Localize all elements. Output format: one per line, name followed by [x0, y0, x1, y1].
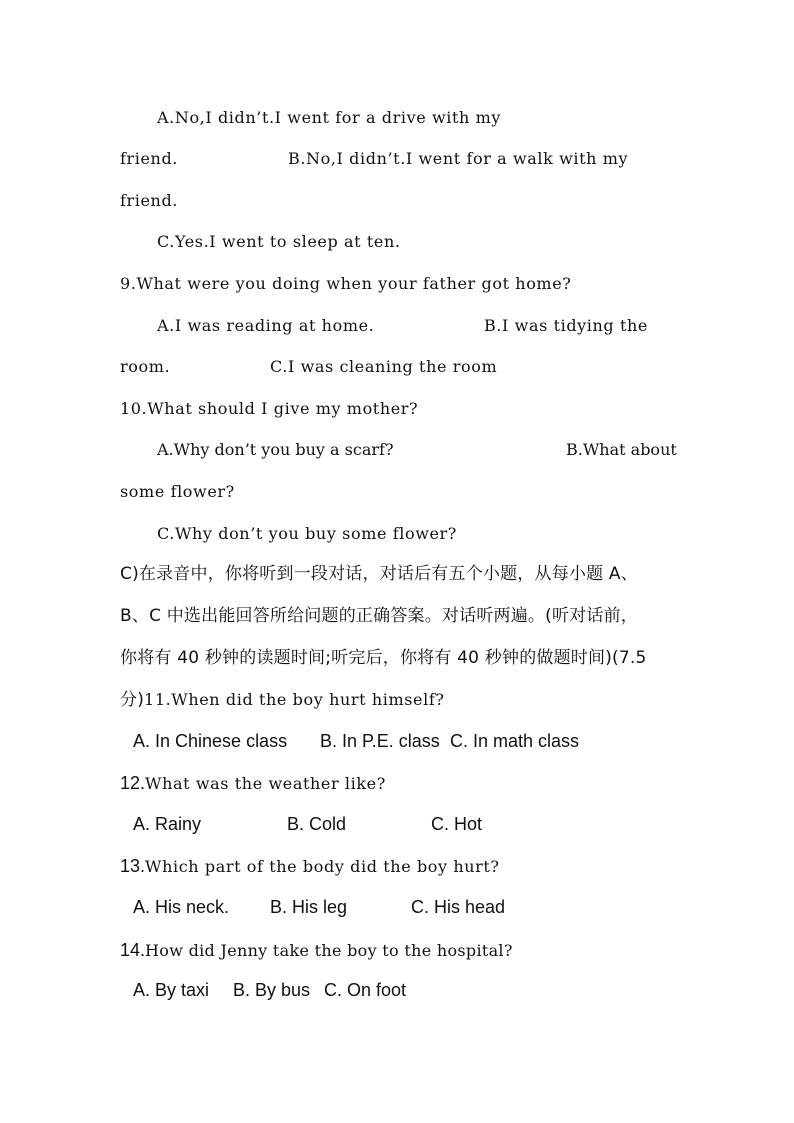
- q12-number: 12.: [120, 773, 146, 793]
- q13-number: 13.: [120, 856, 146, 876]
- section-c-instruction-line4: [120, 690, 445, 710]
- q10-option-b-line1: B.What about: [566, 440, 677, 459]
- q14-option-a: A. By taxi: [133, 980, 210, 1000]
- section-c-points: 分): [120, 690, 145, 710]
- q10-question: 10.What should I give my mother?: [120, 399, 419, 418]
- q8-option-b-line1: B.No,I didn’t.I went for a walk with my: [288, 149, 629, 168]
- q9-option-a: A.I was reading at home.: [157, 316, 375, 335]
- q10-option-a: A.Why don’t you buy a scarf?: [157, 440, 394, 459]
- q12-option-a: A. Rainy: [133, 814, 202, 834]
- section-c-instruction-line3: 你将有 40 秒钟的读题时间;听完后，你将有 40 秒钟的做题时间)(7.5: [120, 648, 647, 668]
- q10-option-b-line2: some flower?: [120, 482, 235, 501]
- q14-number: 14.: [120, 940, 146, 960]
- q9-option-b-line2: room.: [120, 357, 171, 376]
- section-c-instruction-line2: B、C 中选出能回答所给问题的正确答案。对话听两遍。(听对话前，: [120, 606, 638, 626]
- q12-option-c: C. Hot: [431, 814, 483, 834]
- q11-option-c: C. In math class: [450, 731, 580, 751]
- q14-question-line: [120, 940, 513, 961]
- q9-question: 9.What were you doing when your father got home?: [120, 274, 572, 293]
- q13-question: Which part of the body did the boy hurt?: [145, 857, 500, 876]
- q13-option-b: B. His leg: [270, 897, 348, 917]
- q10-option-c: C.Why don’t you buy some flower?: [157, 524, 457, 543]
- q9-option-c: C.I was cleaning the room: [270, 357, 498, 376]
- section-c-instruction-line1: C)在录音中，你将听到一段对话，对话后有五个小题，从每小题 A、: [120, 564, 638, 584]
- q14-option-c: C. On foot: [324, 980, 407, 1000]
- q13-option-c: C. His head: [411, 897, 506, 917]
- q8-option-a-line2: friend.: [120, 149, 178, 168]
- q8-option-c: C.Yes.I went to sleep at ten.: [157, 232, 401, 251]
- q11-option-a: A. In Chinese class: [133, 731, 288, 751]
- q8-option-b-line2: friend.: [120, 191, 178, 210]
- q13-option-a: A. His neck.: [133, 897, 230, 917]
- q14-option-b: B. By bus: [233, 980, 311, 1000]
- q13-question-line: [120, 856, 500, 877]
- q8-option-a-line1: A.No,I didn’t.I went for a drive with my: [157, 108, 502, 127]
- q12-question: What was the weather like?: [145, 774, 386, 793]
- q14-question: How did Jenny take the boy to the hospital?: [145, 941, 513, 960]
- q11-option-b: B. In P.E. class: [320, 731, 440, 751]
- q12-question-line: [120, 773, 386, 794]
- q12-option-b: B. Cold: [287, 814, 347, 834]
- q11-question: 11.When did the boy hurt himself?: [144, 690, 445, 709]
- q9-option-b-line1: B.I was tidying the: [484, 316, 648, 335]
